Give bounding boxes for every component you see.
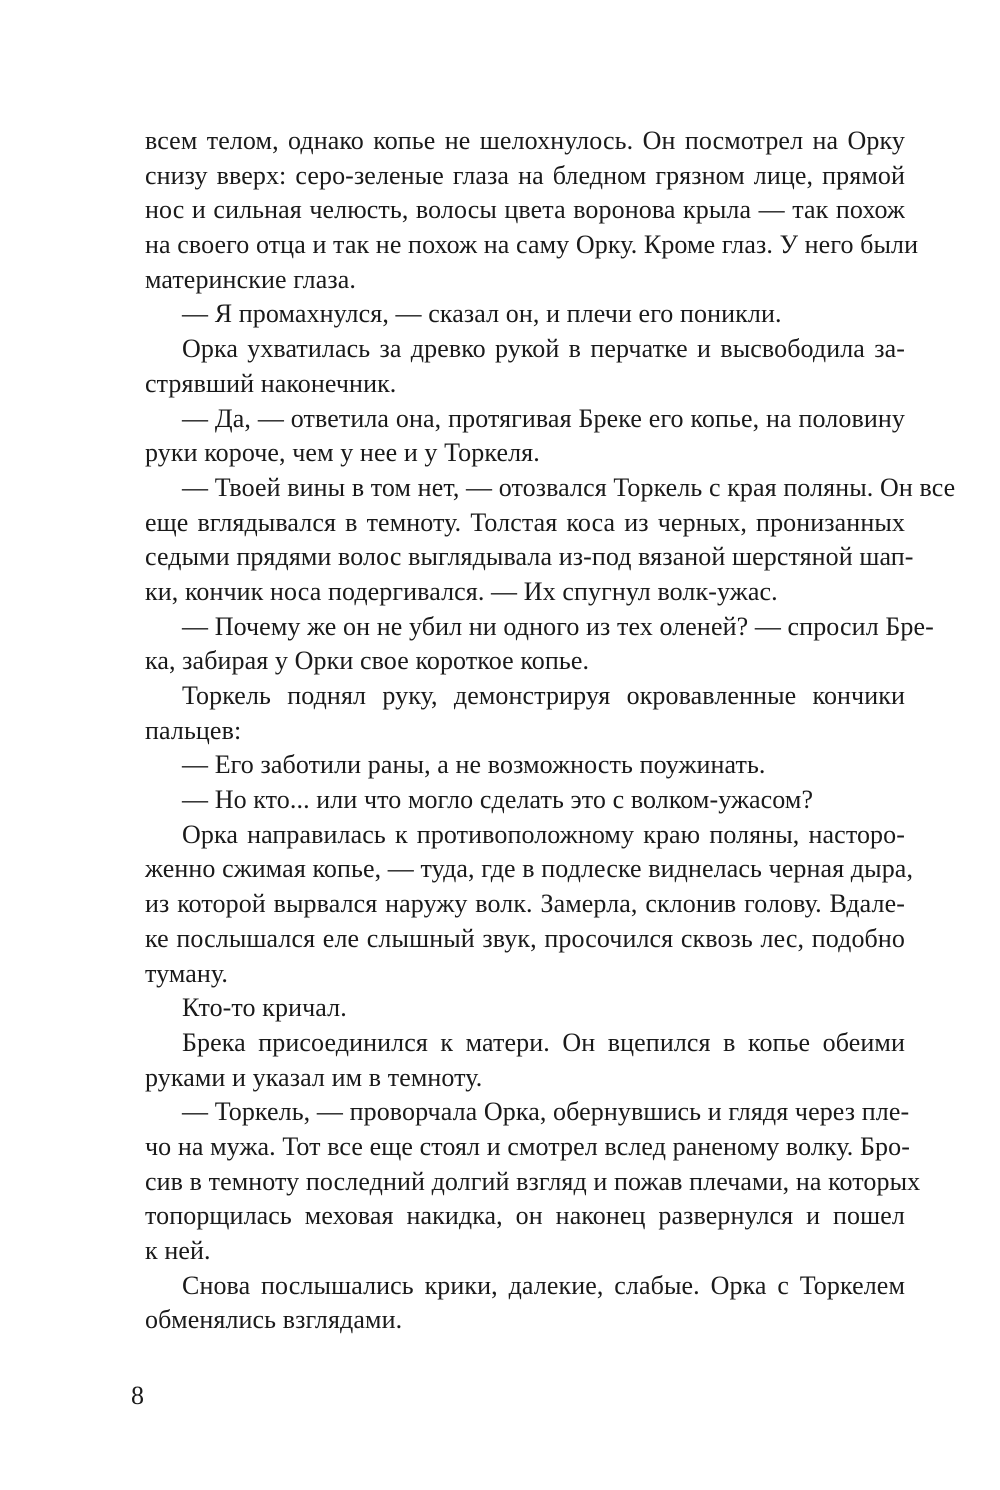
text-line: из которой вырвался наружу волк. Замерла, склонив голову. Вдале- <box>145 889 905 919</box>
text-line: на своего отца и так не похож на саму Орку. Кроме глаз. У него были <box>145 230 919 260</box>
text-line: — Его заботили раны, а не возможность поужинать. <box>182 750 766 780</box>
text-line: Снова послышались крики, далекие, слабые. Орка с Торкелем <box>182 1270 905 1300</box>
text-line: Орка ухватилась за древко рукой в перчатке и высвободила за- <box>182 334 905 364</box>
body-text <box>145 124 956 1338</box>
text-line: стрявший наконечник. <box>145 368 397 398</box>
text-line: пальцев: <box>145 715 242 745</box>
text-line: — Я промахнулся, — сказал он, и плечи его поникли. <box>182 299 782 329</box>
text-line: — Почему же он не убил ни одного из тех оленей? — спросил Бре- <box>182 611 934 641</box>
text-line: ки, кончик носа подергивался. — Их спугнул волк-ужас. <box>145 576 778 606</box>
text-line: материнские глаза. <box>145 264 356 294</box>
text-line: — Твоей вины в том нет, — отозвался Торкель с края поляны. Он все <box>182 472 956 502</box>
text-line: Орка направилась к противоположному краю поляны, насторо- <box>182 819 905 849</box>
text-line: туману. <box>145 958 229 988</box>
text-line: всем телом, однако копье не шелохнулось. Он посмотрел на Орку <box>145 126 905 155</box>
page-number: 8 <box>131 1381 144 1410</box>
text-line: чо на мужа. Тот все еще стоял и смотрел вслед раненому волку. Бро- <box>145 1131 910 1161</box>
text-line: руками и указал им в темноту. <box>145 1062 483 1092</box>
text-line: — Но кто... или что могло сделать это с волком-ужасом? <box>182 785 814 815</box>
text-line: сив в темноту последний долгий взгляд и пожав плечами, на которых <box>145 1166 921 1196</box>
text-line: женно сжимая копье, — туда, где в подлеске виднелась черная дыра, <box>145 854 914 884</box>
text-line: — Торкель, — проворчала Орка, обернувшись и глядя через пле- <box>182 1097 910 1127</box>
text-line: ке послышался еле слышный звук, просочился сквозь лес, подобно <box>145 923 905 953</box>
text-line: топорщилась меховая накидка, он наконец развернулся и пошел <box>145 1201 905 1231</box>
text-line: к ней. <box>145 1236 211 1265</box>
text-line: обменялись взглядами. <box>145 1305 403 1335</box>
text-line: нос и сильная челюсть, волосы цвета воронова крыла — так похож <box>145 195 905 225</box>
text-line: Брека присоединился к матери. Он вцепился в копье обеими <box>182 1027 905 1057</box>
text-line: Торкель поднял руку, демонстрируя окровавленные кончики <box>182 681 905 710</box>
text-line: снизу вверх: серо-зеленые глаза на бледном грязном лице, прямой <box>145 160 905 190</box>
text-line: еще вглядывался в темноту. Толстая коса из черных, пронизанных <box>145 507 905 537</box>
text-line: — Да, — ответила она, протягивая Бреке его копье, на половину <box>182 403 905 433</box>
text-line: седыми прядями волос выглядывала из-под вязаной шерстяной шап- <box>145 542 914 572</box>
text-line: руки короче, чем у нее и у Торкеля. <box>145 438 540 468</box>
text-line: Кто-то кричал. <box>182 993 347 1023</box>
text-line: ка, забирая у Орки свое короткое копье. <box>145 646 590 676</box>
